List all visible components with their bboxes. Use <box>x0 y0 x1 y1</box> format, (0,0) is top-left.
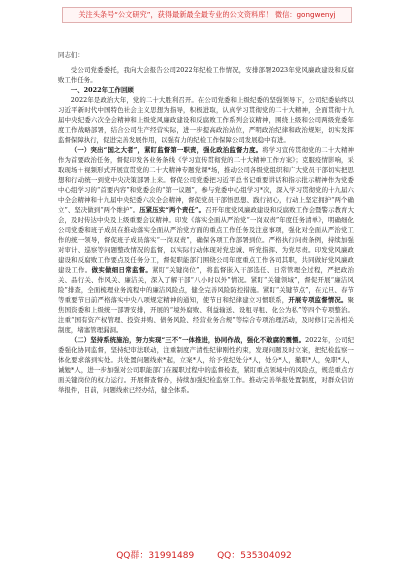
greeting: 同志们： <box>58 51 84 59</box>
subsection-1-highlight-3: 开展专项监督情况。 <box>288 296 348 304</box>
footer-contact <box>0 548 408 561</box>
footer-qq-group: QQ群：31991489 <box>116 551 195 561</box>
subsection-2-text: 2022年，公司纪委强化协同监督，坚持纪审法联动，注重制度产清性纪律刚性约束，发现问题及时立案，把纪检监察一体化要求落到实处。共处置问题线索*起，立案*人，给予党纪处分*人，处分*人，撤职*人，免职*人，诫勉*人，进一步加强对公司职能部门在履职过程中的监督检查，紧盯重点领域中的风险点，规范重点方面关键岗位的权力运行。开展督查督办，持续加强纪检监察工作。推动完善举报处置制度，对群众信访举报件，目前，问题线索已经办结，健全体系。 <box>58 336 355 394</box>
subsection-2 <box>58 335 354 395</box>
promo-banner: 关注头条号“公文研究”，获得最新最全最专业的公文资料库！ 微信：gongwenyj <box>62 7 352 23</box>
section-heading: 一、2022年工作回顾 <box>70 86 134 94</box>
opening-paragraph: 受公司党委委托，我向大会报告公司2022年纪检工作情况，安排部署2023年党风廉政建设和反腐败工作任务。 <box>58 66 354 84</box>
subsection-1-heading: （一）突出“国之大者”，紧盯监督第一职责，强化政治监督力度。 <box>70 146 263 154</box>
subsection-1-text: 将学习宣传贯彻党的二十大精神作为首要政治任务，督促印发各业务条线《学习宣传贯彻党的二十大精神工作方案》；克服疫情影响，采取现场＋视频形式开展宣贯党的二十大精神专题党课*场，推动公司各级党组织和广大党员干部切实把思想和行动统一到党中央决策部署上来。督促公司党委把习近平总书记重要讲话和指示批示精神作为党委中心组学习的“首要内容”和党委会的“第一议题”，参与党委中心组学习*次，深入学习贯彻党的十九届六中全会精神和十九届中央纪委六次全会精神，督促党员干部悟思想、践行初心，行动上坚定拥护“两个确立”、坚决做到“两个维护”。 <box>58 146 355 214</box>
intro-paragraph: 2022年是政治大年，党的二十大胜利召开。在公司党委和上级纪委的坚强领导下，公司纪委始终以习近平新时代中国特色社会主义思想为指导，积极进取，认真学习贯彻党的二十大精神，全面贯彻十九届中央纪委六次全会精神和上级党风廉政建设和反腐败工作系列会议精神，围绕上级和公司两级党委年度工作战略部署，结合公司生产经营实际，进一步提高政治站位，严明政治纪律和政治规矩，切实发挥监督保障执行，促进完善发展作用，以强有力的纪检工作保障公司发展稳中有进。 <box>58 96 354 144</box>
subsection-1-highlight: 压紧压实“两个责任”。 <box>139 206 206 214</box>
subsection-1-highlight-2: 做实做细日常监督。 <box>91 266 153 274</box>
footer-qq: QQ：535304092 <box>217 551 292 561</box>
subsection-1 <box>58 145 354 335</box>
subsection-1-text-3: 紧盯“关键岗位”，将监督嵌入干部选任、日常管理全过程，严把政治关、品行关、作风关、廉洁关，深入了解干部“八小时以外”情况。紧盯“关键领域”，督促开展“廉洁风险”排查，全面梳理业务流程中的廉洁风险点，健全完善风险防控措施。紧盯“关键节点”，在元旦、春节等重要节日前严格落实中央八项规定精神的通知，使节日和纪律建立习惯联系， <box>58 266 355 304</box>
subsection-1-text-4: 聚焦国资委和上级统一部署安排，开展的“境外腐败、利益输送、设租寻租、化公为私”等四个专项整治。注重“国有资产权管理、投资并购、债务风险、经营业务合规”等综合专项治理活动，及时修订完善相关制度，堵塞管理漏洞。 <box>58 296 355 334</box>
subsection-1-text-2: 召开年度党风廉政建设和反腐败工作会暨警示教育大会，及时传达中央及上级重要会议精神。印发《落实全面从严治党“一岗双责”年度任务清单》，明确细化公司党委和班子成员在推动落实全面从严治党方面的重点工作任务及注意事项，强化对全面从严治党工作的统一领导，督促班子成员落实“一岗双责”，确保各项工作部署到位。严格执行问责条例，持续加强对审计、巡察等问题整改情况的监督，以实际行动体现对党忠诚、听党指挥、为党尽责。印发党风廉政建设和反腐败工作要点及任务分工，督促职能部门围绕公司年度重点工作各司其职，共同做好党风廉政建设工作。 <box>58 206 355 274</box>
subsection-2-heading: （二）坚持系统施治，努力实现“三不”一体推进，协同作战，强化不敢腐的震慑。 <box>70 336 306 344</box>
report-body <box>58 50 354 395</box>
